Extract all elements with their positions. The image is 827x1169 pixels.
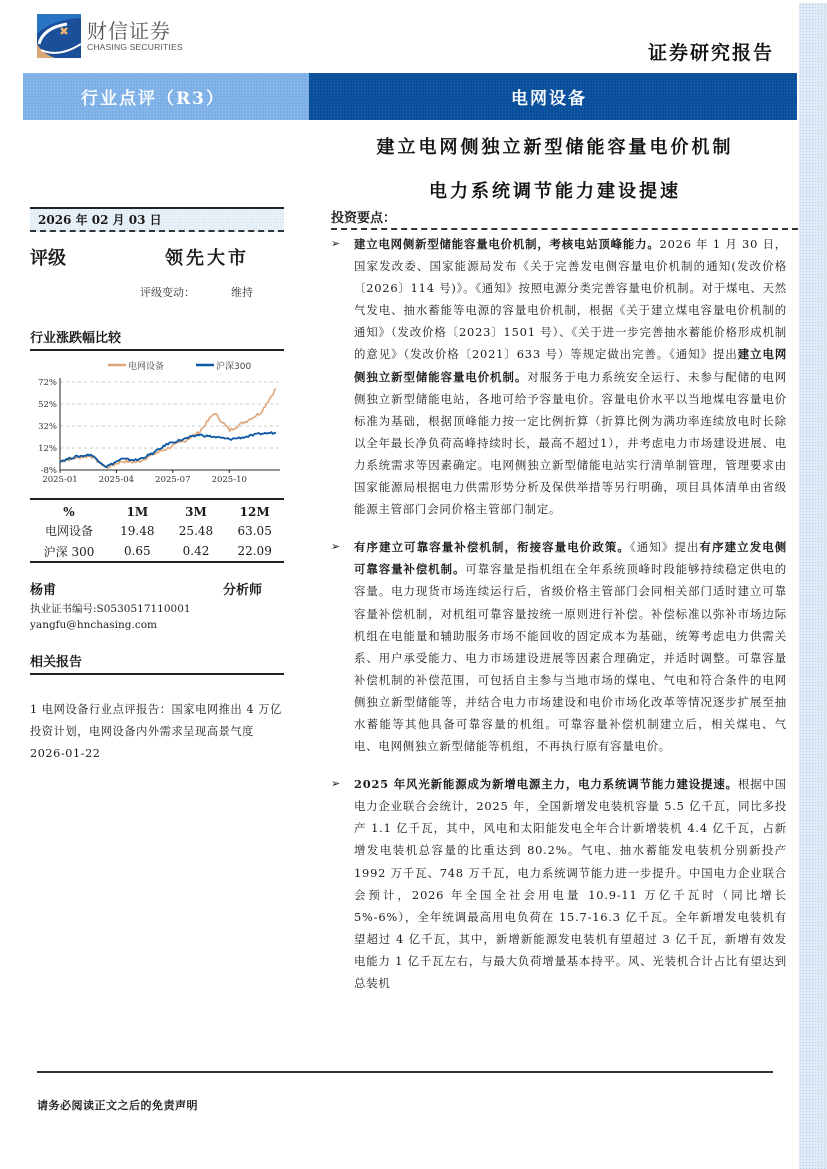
rating-value: 领先大市 xyxy=(165,248,249,269)
table-cell: 沪深 300 xyxy=(43,544,95,559)
industry-name: 电网设备 xyxy=(309,73,797,120)
arrow-bullet-icon: ➢ xyxy=(331,237,342,250)
rating-label: 评级 xyxy=(30,248,66,269)
key-point-item xyxy=(331,536,787,757)
x-tick-label: 2025-04 xyxy=(98,475,135,485)
arrow-bullet-icon: ➢ xyxy=(331,777,342,791)
series-line-index xyxy=(60,432,276,467)
analyst-email[interactable]: yangfu@hnchasing.com xyxy=(30,619,157,631)
x-tick-label: 2025-01 xyxy=(42,475,78,485)
y-tick-label: 32% xyxy=(38,422,57,432)
report-title-line-1: 建立电网侧独立新型储能容量电价机制 xyxy=(376,137,734,158)
key-point-item xyxy=(331,773,787,994)
performance-table xyxy=(30,498,284,563)
key-point-text: 可靠容量是指机组在全年系统顶峰时段能够持续稳定供电的容量。电力现货市场连续运行后，省级价格主管部门会同相关部门适时建立可靠容量补偿机制，对机组可靠容量按统一原则进行补偿。补偿标准以弥补市场边际机组在电能量和辅助服务市场不能回收的固定成本为基础，统筹考虑电力供需关系、用户承受能力、电力市场建设进展等因素合理确定，并适时调整。可靠容量补偿机制的补偿范围，可包括自主参与当地市场的煤电、气电和符合条件的电网侧独立新型储能等，并结合电力市场建设和电价市场化改革等情况逐步扩展至抽水蓄能等其他具备可靠容量的机组。可靠容量补偿机制建立后，相关煤电、气电、电网侧独立新型储能等机组，不再执行原有容量电价。 xyxy=(354,562,787,754)
disclaimer-note: 请务必阅读正文之后的免责声明 xyxy=(37,1099,198,1112)
key-point-lead: 有序建立可靠容量补偿机制，衔接容量电价政策。 xyxy=(354,540,630,555)
arrow-bullet-icon: ➢ xyxy=(331,540,342,554)
decorative-side-strip xyxy=(799,3,827,1169)
key-point-emphasis: 有序建立发电侧可靠容量补偿机制。 xyxy=(354,540,787,577)
report-date: 2026 年 02 月 03 日 xyxy=(30,207,284,232)
related-reports-heading: 相关报告 xyxy=(30,651,284,675)
legend-label-industry: 电网设备 xyxy=(128,362,165,372)
table-cell: 63.05 xyxy=(237,523,272,538)
sidebar xyxy=(30,207,284,765)
logo-english-name: CHASING SECURITIES xyxy=(87,42,183,52)
y-tick-label: -8% xyxy=(40,466,57,476)
y-tick-label: 52% xyxy=(38,400,57,410)
table-header: 1M xyxy=(126,504,149,519)
key-point-text: 2026 年 1 月 30 日，国家发改委、国家能源局发布《关于完善发电侧容量电价机制的通知(发改价格〔2026〕114 号)》。《通知》按照电源分类完善容量电价机制。对于煤电、天然气发电、抽水蓄能等电源的容量电价机制，根据《关于建立煤电容量电价机制的通知》（发改价格〔2023〕1501 号）、《关于进一步完善抽水蓄能价格形成机制的意见》（发改价格〔2021〕633 号）等规定做出完善。《通知》提出 xyxy=(354,237,787,362)
performance-chart-svg xyxy=(30,354,284,494)
key-point-lead: 建立电网侧新型储能容量电价机制，考核电站顶峰能力。 xyxy=(354,237,660,251)
table-cell: 电网设备 xyxy=(44,524,93,538)
x-tick-label: 2025-10 xyxy=(211,475,247,485)
report-title-line-2: 电力系统调节能力建设提速 xyxy=(429,181,681,202)
table-cell: 22.09 xyxy=(237,544,272,558)
performance-heading: 行业涨跌幅比较 xyxy=(30,327,284,351)
key-point-text: 《通知》提出 xyxy=(629,540,700,555)
related-report-link[interactable]: 1 电网设备行业点评报告：国家电网推出 4 万亿投资计划，电网设备内外需求呈现高景气度 2026-01-22 xyxy=(30,703,282,760)
report-type-label: 证券研究报告 xyxy=(648,42,775,64)
key-point-lead: 2025 年风光新能源成为新增电源主力，电力系统调节能力建设提速。 xyxy=(354,777,738,792)
header-banner xyxy=(23,73,797,120)
table-row xyxy=(30,541,284,562)
table-cell: 0.65 xyxy=(123,544,151,558)
table-cell: 19.48 xyxy=(120,523,155,538)
analyst-role: 分析师 xyxy=(222,583,262,598)
table-cell: 25.48 xyxy=(178,523,214,538)
main-content xyxy=(331,207,787,994)
table-header: 12M xyxy=(239,504,270,519)
analyst-license: 执业证书编号:S0530517110001 xyxy=(30,603,191,615)
table-row xyxy=(30,520,284,541)
footer-divider xyxy=(37,1071,773,1073)
x-tick-label: 2025-07 xyxy=(155,475,191,485)
rating-change-label: 评级变动： xyxy=(140,286,195,299)
key-point-text: 根据中国电力企业联合会统计，2025 年，全国新增发电装机容量 5.5 亿千瓦，同比多投产 1.1 亿千瓦，其中，风电和太阳能发电全年合计新增装机 4.4 亿千瓦，占新增发电装机总容量的比重达到 80.2%。气电、抽水蓄能发电装机分别新投产 1992 万千瓦、748 万千瓦，电力系统调节能力进一步提升。中国电力企业联合会预计，2026 年全国全社会用电量 10.9-11 万亿千瓦时（同比增长 5%-6%），全年统调最高用电负荷在 15.7-16.3 亿千瓦。全年新增发电装机有望超过 4 亿千瓦，其中，新增新能源发电装机有望超过 3 亿千瓦，新增有效发电能力 1 亿千瓦左右，与最大负荷增量基本持平。风、光装机合计占比有望达到总装机 xyxy=(354,777,788,990)
table-header-row xyxy=(30,499,284,520)
performance-chart xyxy=(30,354,284,494)
legend-label-index: 沪深300 xyxy=(216,362,252,372)
report-category: 行业点评（R3） xyxy=(23,73,309,120)
key-point-emphasis: 建立电网侧独立新型储能容量电价机制。 xyxy=(354,347,788,384)
key-point-item xyxy=(331,233,787,520)
key-point-text: 对服务于电力系统安全运行、未参与配储的电网侧独立新型储能电站，各地可给予容量电价。容量电价水平以当地煤电容量电价标准为基础，根据顶峰能力按一定比例折算（折算比例为满功率连续放电时长除以全年最长净负荷高峰持续时长，最高不超过1），并考虑电力市场建设进展、电力系统需求等因素确定。电网侧独立新型储能电站实行清单制管理，管理要求由国家能源局根据电力供需形势分析及保供举措等另行明确，项目具体清单由省级能源主管部门会同价格主管部门制定。 xyxy=(354,369,787,517)
logo-chinese-name: 财信证券 xyxy=(87,19,171,43)
y-tick-label: 72% xyxy=(38,378,57,388)
logo-mark-icon xyxy=(37,14,81,58)
y-tick-label: 12% xyxy=(38,444,57,454)
company-logo xyxy=(37,14,183,58)
key-points-heading: 投资要点： xyxy=(331,207,798,230)
table-cell: 0.42 xyxy=(182,544,210,558)
table-header: % xyxy=(63,504,75,519)
analyst-name: 杨甫 xyxy=(30,583,57,598)
table-header: 3M xyxy=(185,504,207,519)
rating-change-value: 维持 xyxy=(231,286,253,299)
